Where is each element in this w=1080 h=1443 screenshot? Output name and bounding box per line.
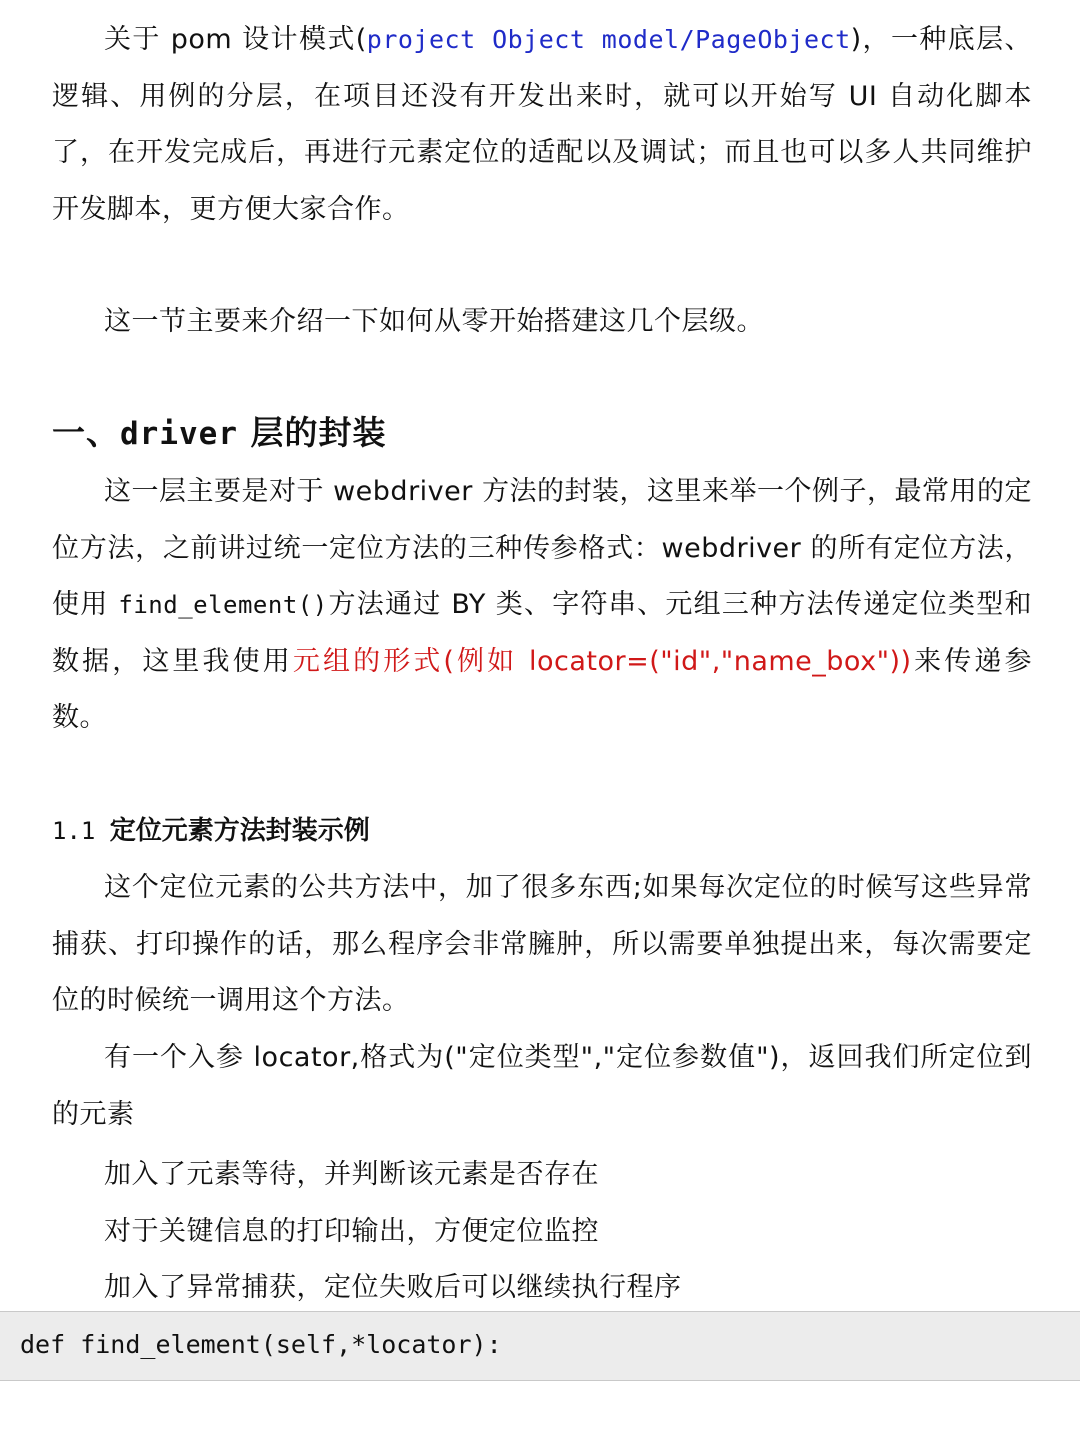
heading-suffix: 层的封装 bbox=[237, 413, 387, 452]
heading-code: driver bbox=[120, 416, 238, 452]
intro-text-b: )，一种底层、逻辑、用例的分层，在项目还没有开发出来时，就可以开始写 UI 自动化脚本了，在开发完成后，再进行元素定位的适配以及调试；而且也可以多人共同维护开发脚本，更方便大家合作。 bbox=[52, 24, 1032, 225]
driver-layer-paragraph bbox=[52, 464, 1032, 747]
code-block bbox=[0, 1311, 1080, 1381]
driver-text-a: 这一层主要是对于 webdriver 方法的封装，这里来举一个例子，最常用的定位方法，之前讲过统一定位方法的三种传参格式：webdriver 的所有定位方法，使用 bbox=[52, 476, 1032, 620]
subsection-number: 1.1 bbox=[52, 817, 110, 845]
subsection-title: 定位元素方法封装示例 bbox=[109, 816, 370, 846]
tuple-example-highlight: 元组的形式(例如 locator=("id","name_box")) bbox=[292, 645, 912, 677]
feature-item: 加入了元素等待，并判断该元素是否存在 bbox=[104, 1159, 599, 1190]
heading-prefix: 一、 bbox=[52, 413, 120, 452]
code-line: def find_element(self,*locator): bbox=[20, 1330, 502, 1359]
feature-item: 对于关键信息的打印输出，方便定位监控 bbox=[104, 1216, 599, 1247]
intro-text-a: 关于 pom 设计模式( bbox=[104, 24, 367, 55]
driver-text-b: 方法通过 BY 类、字符串、元组三种方法传递定位类型和数据，这里我使用 bbox=[52, 589, 1033, 677]
find-element-code: find_element() bbox=[118, 591, 328, 619]
locator-param-paragraph: 有一个入参 locator,格式为("定位类型","定位参数值")，返回我们所定位到的元素 bbox=[52, 1042, 1032, 1130]
pom-term-code: project Object model/PageObject bbox=[366, 25, 851, 54]
locate-method-paragraph: 这个定位元素的公共方法中，加了很多东西;如果每次定位的时候写这些异常捕获、打印操作的话，那么程序会非常臃肿，所以需要单独提出来，每次需要定位的时候统一调用这个方法。 bbox=[52, 872, 1032, 1016]
subsection-heading bbox=[52, 810, 370, 847]
intro-paragraph bbox=[52, 12, 1032, 238]
section-overview-paragraph: 这一节主要来介绍一下如何从零开始搭建这几个层级。 bbox=[104, 306, 764, 337]
section-heading-driver-layer bbox=[52, 407, 386, 454]
driver-text-c: 来传递参数。 bbox=[52, 645, 1033, 733]
feature-item: 加入了异常捕获，定位失败后可以继续执行程序 bbox=[104, 1272, 682, 1303]
